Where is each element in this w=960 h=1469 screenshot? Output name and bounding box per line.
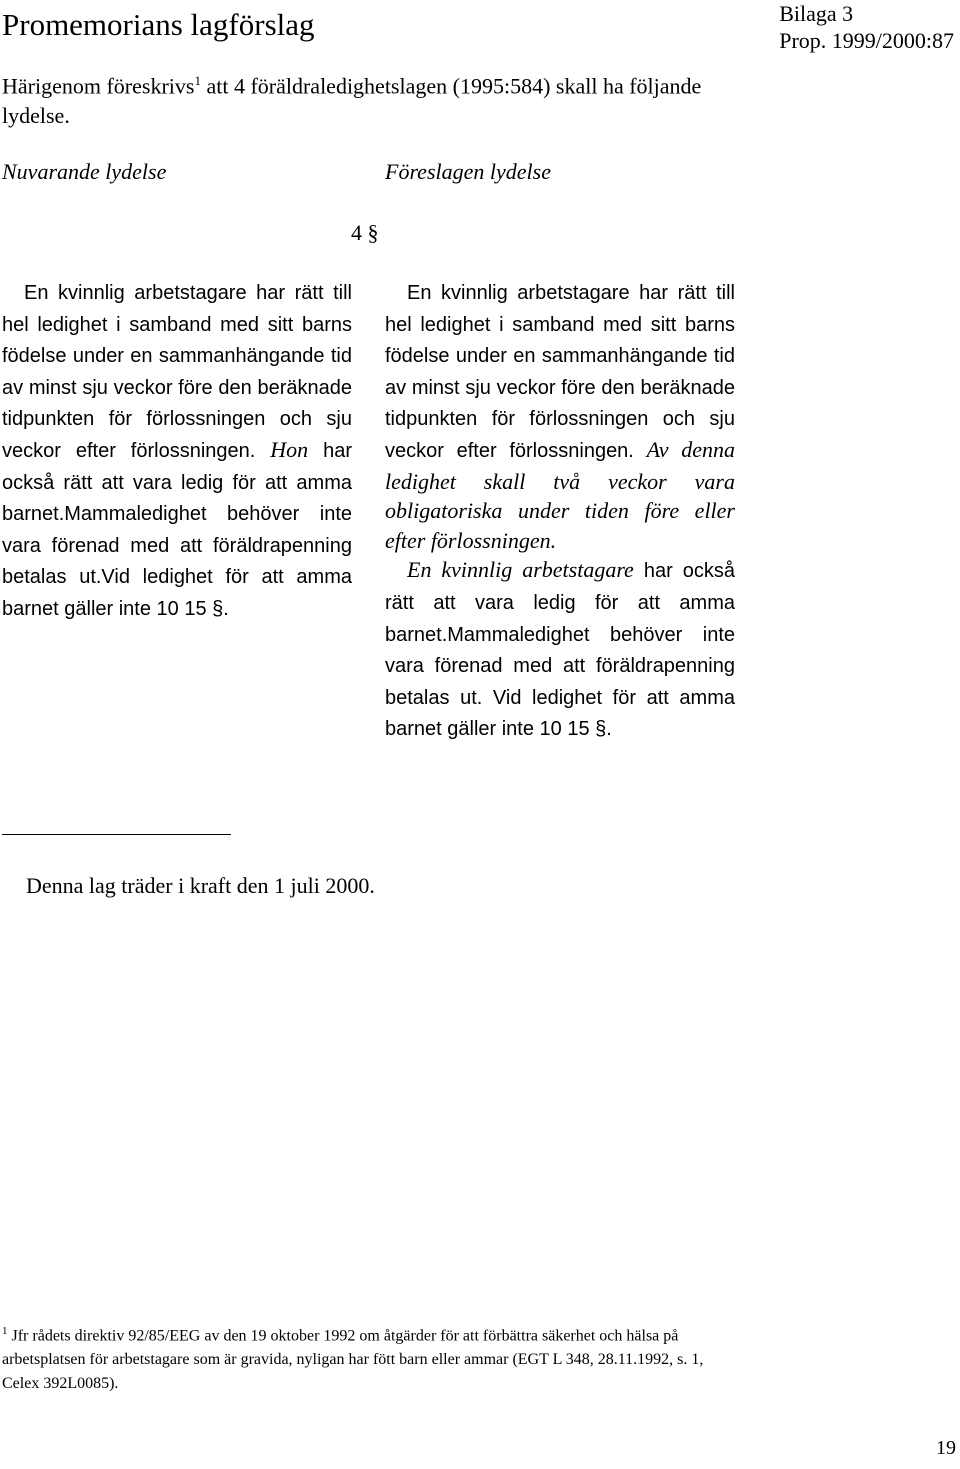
current-wording-paragraph [2,277,352,625]
appendix-number: Bilaga 3 [779,1,854,26]
footnote-text: Jfr rådets direktiv 92/85/EEG av den 19 oktober 1992 om åtgärder för att förbättra säkerhet och hälsa på arbetsplatsen för arbetstagare som är gravida, nyligan har fött barn eller ammar (EGT L 348, 28.11.1992, s. 1, Celex 392L0085). [2,1327,704,1393]
intro-text-start: Härigenom föreskrivs [2,73,195,99]
proposed-wording-paragraph-2 [385,555,735,745]
current-wording-column [2,277,352,625]
current-text-italic: Hon [270,436,309,462]
current-text: En kvinnlig arbetstagare har rätt till hel ledighet i samband med sitt barns födelse under en sammanhängande tid av minst sju veckor före den beräknade tidpunkten för förlossningen och sju veckor efter förlossningen. [2,282,352,462]
current-wording-heading: Nuvarande lydelse [2,159,167,184]
proposed-text-italic-2: En kvinnlig arbetstagare [407,557,634,583]
proposition-reference: Prop. 1999/2000:87 [779,28,954,53]
proposed-wording-column [385,277,735,745]
current-text-rest: har också rätt att vara ledig för att amma barnet.Mammaledighet behöver inte vara förenad med att föräldrapenning betalas ut.Vid ledighet för att amma barnet gäller inte 10 15 §. [2,439,352,620]
page-number: 19 [936,1437,956,1459]
proposed-text-rest: har också rätt att vara ledig för att amma barnet.Mammaledighet behöver inte vara förenad med att föräldrapenning betalas ut. Vid ledighet för att amma barnet gäller inte 10 15 §. [385,560,735,741]
proposed-wording-paragraph-1 [385,277,735,555]
proposed-wording-heading: Föreslagen lydelse [385,159,551,184]
footnote-reference: 1 [194,73,201,88]
footnote [2,1319,742,1396]
proposed-text: En kvinnlig arbetstagare har rätt till hel ledighet i samband med sitt barns födelse under en sammanhängande tid av minst sju veckor före den beräknade tidpunkten för förlossningen och sju veckor efter förlossningen. [385,282,735,462]
enactment-clause: Denna lag träder i kraft den 1 juli 2000. [26,873,375,898]
intro-text-end: att 4 föräldraledighetslagen (1995:584) skall ha följande lydelse. [2,73,702,129]
section-number: 4 § [351,220,379,245]
intro-paragraph [2,66,742,131]
footnote-number: 1 [2,1325,8,1337]
separator-rule [2,834,231,835]
document-title: Promemorians lagförslag [2,7,315,42]
appendix-label [779,0,954,54]
proposed-text-italic: Av denna ledighet skall två veckor vara obligatoriska under tiden före eller efter förlossningen. [385,436,735,553]
